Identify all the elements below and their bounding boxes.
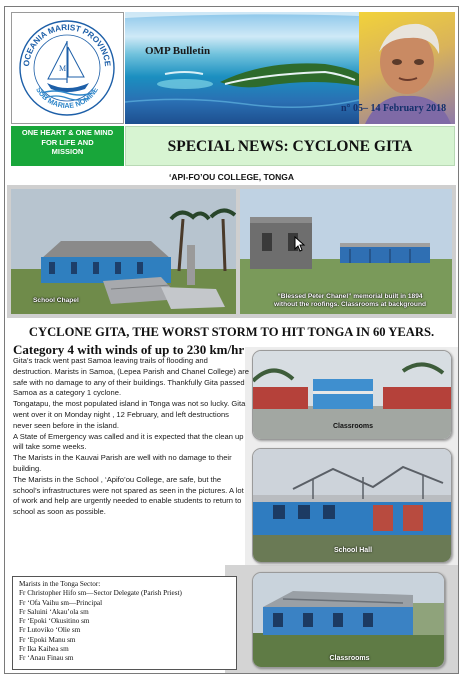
top-photo-strip (7, 185, 456, 318)
issue-date: n° 05– 14 February 2018 (341, 103, 447, 114)
svg-text:M: M (59, 64, 67, 73)
caption-classrooms-2: Classrooms (329, 655, 370, 662)
sector-heading: Marists in the Tonga Sector: (19, 580, 101, 588)
sector-member: Fr Christopher Hifo sm—Sector Delegate (Parish Priest) (19, 589, 182, 598)
special-news-title: SPECIAL NEWS: CYCLONE GITA (125, 126, 455, 166)
bulletin-page (4, 6, 459, 674)
sector-member: Fr ‘Ofa Vaihu sm—Principal (19, 598, 103, 607)
article-paragraph: The Marists in the School , ‘Apifo’ou College, are safe, but the school’s infrastructures were not spared as seen in the pictures. A lot of work and help are urgently needed to enable students to return to school as soon as possible. (13, 474, 244, 517)
photo-school-hall (252, 448, 452, 563)
article-paragraph: Gita’s track went past Samoa leaving trails of flooding and destruction. Marists in Samoa, (Lepea Parish and Chanel College) are safe with no damage to any of their buildings. Thankfully Gita passed Samoa as a category 1 cyclone. (13, 356, 249, 398)
tonga-sector-box (12, 576, 237, 670)
sector-member: Fr Saluini ‘Akau’ola sm (19, 607, 89, 616)
article-subhead: Category 4 with winds of up to 230 km/hr (13, 342, 245, 357)
chapel-photo (11, 189, 236, 314)
caption-school-hall: School Hall (333, 547, 373, 554)
article-paragraph: The Marists in the Kauvai Parish are well with no damage to their building. (13, 453, 232, 473)
province-logo (11, 12, 124, 124)
caption-classrooms-1: Classrooms (332, 423, 374, 430)
marist-emblem (12, 13, 123, 123)
article-headline: CYCLONE GITA, THE WORST STORM TO HIT TONGA IN 60 YEARS. (28, 325, 435, 339)
logo-ring-bottom: SUB MARIAE NOMINE (34, 85, 100, 111)
school-hall-photo (253, 449, 452, 563)
island-photo (125, 12, 359, 124)
college-title: ‘API-FO’OU COLLEGE, TONGA (169, 172, 294, 182)
article-paragraph: A State of Emergency was called and it is expected that the clean up will take some weeks. (13, 431, 244, 452)
caption-memorial (250, 293, 450, 309)
sector-member: Fr Ika Kaihea sm (19, 645, 69, 654)
photo-school-chapel (11, 189, 236, 314)
classrooms-damage-photo (253, 573, 445, 668)
motto-line: MISSION (51, 147, 84, 156)
photo-classrooms-1 (252, 350, 452, 440)
bulletin-title: OMP Bulletin (145, 45, 211, 57)
ocean-banner (125, 12, 359, 124)
photo-chanel-memorial (240, 189, 452, 314)
caption-school-chapel: School Chapel (33, 297, 79, 304)
motto-box (11, 126, 124, 166)
sector-member: Fr Lutoviko ‘Olie sm (19, 626, 81, 635)
sector-member: Fr ‘Anau Finau sm (19, 654, 74, 663)
sector-member: Fr ‘Epoki ‘Okusitino sm (19, 617, 90, 626)
article-body (13, 356, 249, 518)
motto-line: FOR LIFE AND (41, 137, 94, 147)
caption-memorial-line: “Blessed Peter Chanel” memorial built in 1894 (277, 293, 423, 300)
sector-member: Fr ‘Epoki Manu sm (19, 635, 76, 644)
logo-ring-top: OCEANIA MARIST PROVINCE (21, 22, 113, 67)
photo-classrooms-2 (252, 572, 445, 668)
mouse-cursor-icon (294, 236, 306, 252)
article-paragraph: Tongatapu, the most populated island in Tonga was not so lucky. Gita went over it on Monday night , 12 February, and left destructions never seen before in the island. (13, 399, 246, 430)
caption-memorial-line: without the roofings. Classrooms at background (273, 301, 427, 308)
motto-line: ONE HEART & ONE MIND (21, 128, 114, 137)
